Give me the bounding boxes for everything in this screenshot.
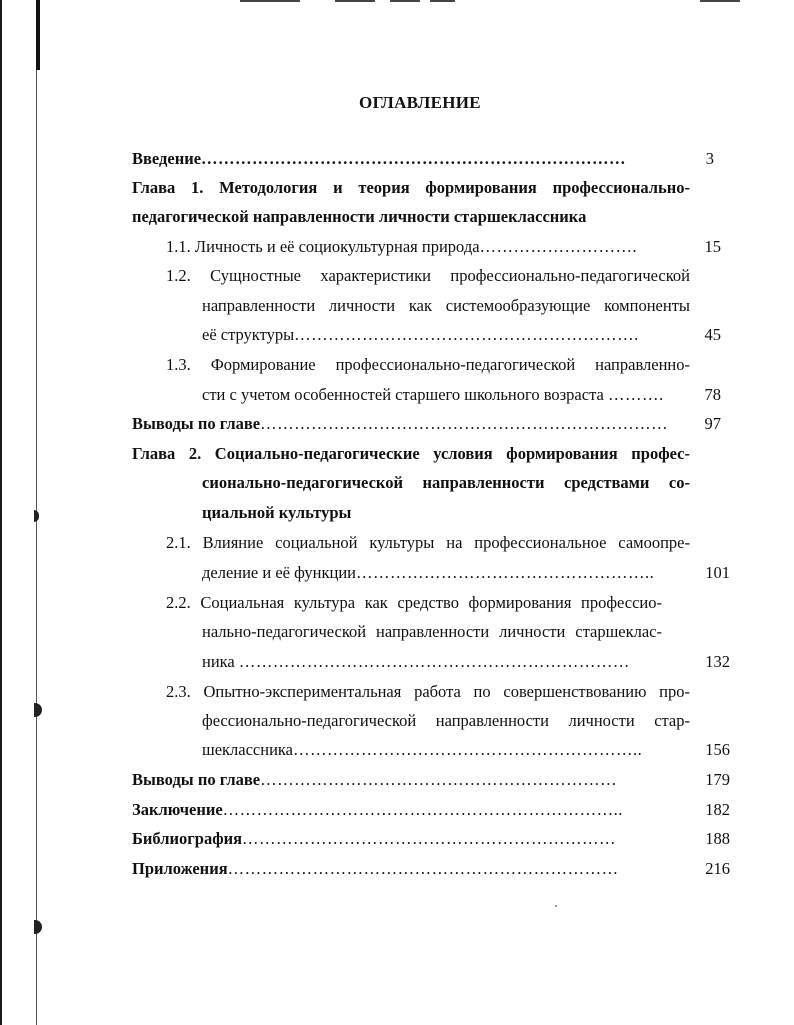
toc-page-number: 179 [705, 770, 730, 789]
scan-line [390, 0, 420, 2]
toc-entry [0, 202, 794, 231]
toc-entry-label: 1.1. Личность и её социокультурная природа [166, 237, 480, 256]
toc-entry [0, 232, 794, 261]
toc-page-number: 15 [704, 237, 721, 256]
toc-entry-label: Введение [132, 149, 202, 168]
toc-entry [0, 795, 794, 824]
toc-page-number: 101 [705, 563, 730, 582]
scan-line [430, 0, 455, 2]
toc-leader-dots: ……………………………………………………………… [260, 414, 669, 433]
toc-entry-text [202, 647, 686, 676]
toc-entry-label: Глава 1. Методология и теория формирования профессионально- [132, 178, 690, 197]
toc-leader-dots: ……………………………………………………. [294, 325, 639, 344]
toc-entry [0, 735, 794, 764]
toc-entry [0, 765, 794, 794]
toc-entry-label: циальной культуры [202, 503, 352, 522]
toc-entry-text [132, 824, 686, 853]
toc-leader-dots: …………………………………………….. [355, 563, 655, 582]
toc-entry [0, 558, 794, 587]
toc-entry-label: Заключение [132, 800, 223, 819]
toc-entry-label: нально-педагогической направленности личности старшеклас- [202, 622, 662, 641]
toc-entry [0, 498, 794, 527]
scan-speck [555, 905, 557, 907]
toc-leader-dots: …………………………………………………………….. [222, 800, 623, 819]
toc-page-number: 182 [705, 800, 730, 819]
toc-page-number: 132 [705, 652, 730, 671]
toc-leader-dots: …………………………………………………………… [227, 859, 619, 878]
toc-page-number: 156 [705, 740, 730, 759]
toc-entry-label: педагогической направленности личности старшеклассника [132, 207, 587, 226]
binder-hole-mark [34, 920, 42, 934]
toc-entry [0, 528, 794, 557]
toc-entry-label: Библиография [132, 829, 243, 848]
toc-entry [0, 647, 794, 676]
toc-entry-text [202, 558, 686, 587]
toc-entry-text [132, 409, 688, 438]
toc-entry [0, 144, 794, 173]
toc-entry-label: ника [202, 652, 235, 671]
toc-entry [0, 824, 794, 853]
toc-leader-dots: …………………………………………………….. [293, 740, 643, 759]
toc-entry-text [132, 854, 686, 883]
toc-page-number: 45 [704, 325, 721, 344]
toc-entry-label: сионально-педагогической направленности средствами со- [202, 473, 690, 492]
toc-entry-label: сти с учетом особенностей старшего школьного возраста [202, 385, 604, 404]
toc-entry-text [132, 795, 686, 824]
toc-page-number: 78 [704, 385, 721, 404]
toc-leader-dots: ………. [607, 385, 664, 404]
scan-line [700, 0, 740, 2]
toc-entry [0, 588, 794, 617]
toc-entry-label: направленности личности как системообразующие компоненты [202, 296, 690, 315]
toc-entry [0, 320, 794, 349]
toc-entry-label: деление и её функции [202, 563, 356, 582]
toc-entry-text [202, 320, 688, 349]
toc-entry [0, 173, 794, 202]
toc-entry-label: 2.3. Опытно-экспериментальная работа по совершенствованию про- [166, 682, 690, 701]
toc-entry-label: фессионально-педагогической направленности личности стар- [202, 711, 690, 730]
toc-entry-label: 1.2. Сущностные характеристики профессионально-педагогической [166, 266, 690, 285]
toc-entry [0, 617, 794, 646]
toc-entry [0, 291, 794, 320]
toc-entry-label: 1.3. Формирование профессионально-педагогической направленно- [166, 355, 690, 374]
toc-entry-text [132, 765, 686, 794]
toc-entry-label: шеклассника [202, 740, 293, 759]
toc-page-number: 3 [705, 149, 714, 168]
toc-entry [0, 439, 794, 468]
toc-entry-label: её структуры [202, 325, 295, 344]
toc-entry-label: 2.2. Социальная культура как средство формирования профессио- [166, 593, 662, 612]
toc-leader-dots: ………………………………………………………………… [201, 149, 627, 168]
toc-leader-dots: …………………………………………………………… [238, 652, 630, 671]
page-title: ОГЛАВЛЕНИЕ [359, 93, 481, 112]
scan-line [240, 0, 300, 2]
toc-entry-text [202, 380, 688, 409]
toc-leader-dots: ………………………. [479, 237, 638, 256]
toc-leader-dots: ………………………………………………………… [242, 829, 617, 848]
toc-entry [0, 261, 794, 290]
toc-entry-text [132, 144, 687, 173]
toc-entry-label: Приложения [132, 859, 228, 878]
scan-blot [36, 0, 40, 70]
toc-entry [0, 409, 794, 438]
scan-line [335, 0, 375, 2]
toc-entry-text [202, 735, 686, 764]
toc-page-number: 97 [704, 414, 721, 433]
toc-entry-text [166, 232, 688, 261]
toc-entry [0, 468, 794, 497]
toc-entry [0, 380, 794, 409]
toc-entry-label: 2.1. Влияние социальной культуры на профессиональное самоопре- [166, 533, 690, 552]
toc-entry [0, 854, 794, 883]
toc-page-number: 216 [705, 859, 730, 878]
toc-entry-label: Глава 2. Социально-педагогические условия формирования профес- [132, 444, 690, 463]
toc-entry [0, 350, 794, 379]
toc-entry-label: Выводы по главе [132, 770, 261, 789]
toc-leader-dots: ……………………………………………………… [260, 770, 618, 789]
toc-entry-label: Выводы по главе [132, 414, 261, 433]
toc-entry [0, 706, 794, 735]
toc-page-number: 188 [705, 829, 730, 848]
toc-entry [0, 677, 794, 706]
